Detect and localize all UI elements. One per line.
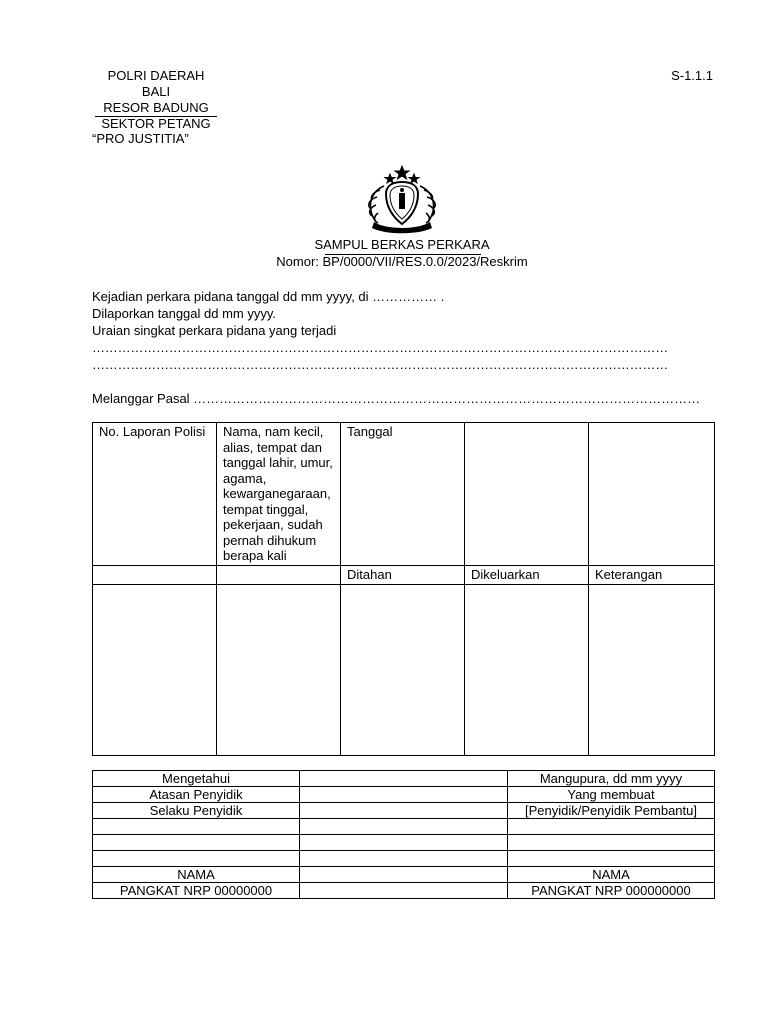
table-row (93, 867, 715, 883)
signature-table (92, 770, 715, 899)
remarks-subheader: Keterangan (589, 566, 715, 585)
investigator-assistant-label: [Penyidik/Penyidik Pembantu] (508, 803, 715, 819)
case-file-number: Nomor: BP/0000/VII/RES.0.0/2023/Reskrim (276, 254, 528, 269)
empty-cell (300, 867, 508, 883)
empty-cell (300, 835, 508, 851)
date-header: Tanggal (341, 423, 465, 566)
case-description (92, 288, 714, 373)
table-row (93, 787, 715, 803)
signature-space (508, 835, 715, 851)
empty-cell (300, 883, 508, 899)
pro-justitia-label: “PRO JUSTITIA” (92, 131, 189, 146)
table-row (93, 803, 715, 819)
table-row (93, 566, 715, 585)
right-signer-rank: PANGKAT NRP 000000000 (508, 883, 715, 899)
police-report-number-header: No. Laporan Polisi (93, 423, 217, 566)
table-row (93, 883, 715, 899)
detained-subheader: Ditahan (341, 566, 465, 585)
empty-cell (217, 566, 341, 585)
document-title (200, 236, 604, 270)
report-date-line: Dilaporkan tanggal dd mm yyyy. (92, 306, 277, 321)
table-row (93, 851, 715, 867)
header-underline (95, 116, 217, 117)
table-row (93, 819, 715, 835)
empty-cell (341, 584, 465, 755)
empty-cell (300, 851, 508, 867)
suspect-identity-header: Nama, nam kecil, alias, tempat dan tanggal lahir, umur, agama, kewarganegaraan, tempat tinggal, pekerjaan, sudah pernah dihukum berapa kali (217, 423, 341, 566)
acknowledged-label: Mengetahui (93, 771, 300, 787)
released-subheader: Dikeluarkan (465, 566, 589, 585)
empty-header-cell (465, 423, 589, 566)
summary-dotted-line-1: ……………………………………………………………………………………………………………………… (92, 340, 669, 355)
investigator-role-label: Selaku Penyidik (93, 803, 300, 819)
signature-space (93, 851, 300, 867)
left-signer-rank: PANGKAT NRP 00000000 (93, 883, 300, 899)
signature-space (93, 835, 300, 851)
table-row (93, 423, 715, 566)
left-signer-name: NAMA (93, 867, 300, 883)
organization-header (92, 68, 220, 132)
title-main: SAMPUL BERKAS PERKARA (314, 237, 490, 252)
empty-cell (93, 566, 217, 585)
empty-cell (300, 787, 508, 803)
violated-article-line: Melanggar Pasal ……………………………………………………………………………………………………… (92, 391, 701, 406)
empty-cell (300, 803, 508, 819)
empty-cell (300, 771, 508, 787)
police-emblem-icon (356, 164, 448, 236)
table-row (93, 835, 715, 851)
empty-cell (465, 584, 589, 755)
empty-cell (589, 584, 715, 755)
org-line-2: RESOR BADUNG (103, 100, 209, 115)
case-details-table (92, 422, 715, 756)
summary-label: Uraian singkat perkara pidana yang terjadi (92, 323, 337, 338)
incident-date-line: Kejadian perkara pidana tanggal dd mm yyyy, di …………… . (92, 289, 445, 304)
empty-header-cell (589, 423, 715, 566)
signature-space (508, 851, 715, 867)
org-line-1: POLRI DAERAH BALI (107, 68, 205, 99)
summary-dotted-line-2: ……………………………………………………………………………………………………………………… (92, 357, 669, 372)
title-underline (325, 254, 481, 255)
place-date-label: Mangupura, dd mm yyyy (508, 771, 715, 787)
table-row (93, 584, 715, 755)
form-code: S-1.1.1 (671, 68, 713, 83)
right-signer-name: NAMA (508, 867, 715, 883)
empty-cell (217, 584, 341, 755)
org-line-3: SEKTOR PETANG (101, 116, 211, 131)
signature-space (508, 819, 715, 835)
empty-cell (93, 584, 217, 755)
signature-space (93, 819, 300, 835)
maker-label: Yang membuat (508, 787, 715, 803)
empty-cell (300, 819, 508, 835)
table-row (93, 771, 715, 787)
supervisor-label: Atasan Penyidik (93, 787, 300, 803)
